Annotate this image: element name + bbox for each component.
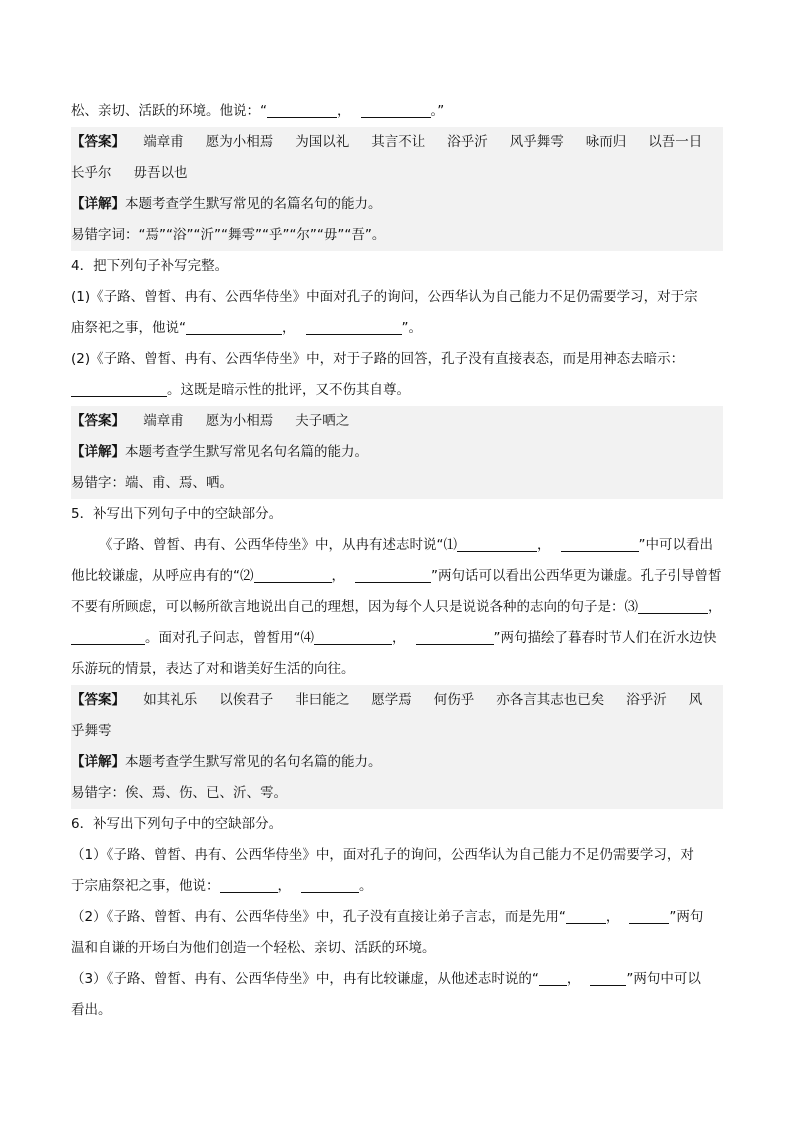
blank [416, 629, 494, 645]
question-text: 。 [359, 878, 373, 894]
answer-item: 浴乎沂 [447, 134, 488, 150]
blank [590, 970, 626, 986]
answer-item: 咏而归 [585, 134, 627, 150]
blank [220, 877, 278, 893]
blank [254, 567, 332, 583]
answer-line [71, 406, 723, 437]
answer-item: 亦各言其志也已矣 [496, 692, 605, 708]
question-5-title [71, 499, 723, 530]
question-text: (1)《子路、曾皙、冉有、公西华侍坐》中面对孔子的询问，公西华认为自己能力不足仍需要学习，对于宗 [71, 289, 698, 305]
answer-item: 端章甫 [143, 134, 184, 150]
question-6-sub1 [71, 840, 723, 871]
detail-label: 【详解】 [71, 196, 125, 212]
blank [71, 381, 167, 397]
detail-text: 本题考查学生默写常见名句名篇的能力。 [125, 444, 368, 460]
separator: ， [277, 878, 291, 894]
detail-text: 本题考查学生默写常见的名句名篇的能力。 [125, 754, 382, 770]
question-text: 他比较谦虚，从呼应冉有的“⑵ [71, 568, 254, 584]
question-5-para-line [71, 592, 723, 623]
answer-item: 夫子哂之 [295, 413, 350, 429]
answer-label: 【答案】 [71, 692, 125, 708]
blank [306, 319, 402, 335]
question-title: 6．补写出下列句子中的空缺部分。 [71, 816, 283, 832]
question-title: 5．补写出下列句子中的空缺部分。 [71, 506, 283, 522]
answer-label: 【答案】 [71, 413, 125, 429]
blank [539, 970, 567, 986]
question-6-sub3 [71, 964, 723, 995]
question-text: 。面对孔子问志，曾皙用“⑷ [145, 630, 314, 646]
blank [314, 629, 392, 645]
answer-item: 风乎舞雩 [509, 134, 564, 150]
blank [629, 908, 669, 924]
answer-item: 其言不让 [371, 134, 426, 150]
typo-line [71, 220, 723, 251]
typo-line [71, 468, 723, 499]
document-page [71, 96, 723, 1026]
answer-item: 端章甫 [143, 413, 184, 429]
question-text: 于宗庙祭祀之事，他说： [71, 878, 220, 894]
separator: ， [566, 971, 581, 987]
typo-line [71, 778, 723, 809]
answer-item: 乎舞雩 [71, 723, 112, 739]
answer-line [71, 158, 723, 189]
blank [566, 908, 606, 924]
intro-text: 松、亲切、活跃的环境。他说：“ [71, 103, 267, 119]
answer-item: 非曰能之 [295, 692, 350, 708]
separator: ， [392, 630, 406, 646]
question-6-sub2-cont [71, 933, 723, 964]
question-title: 4．把下列句子补写完整。 [71, 258, 229, 274]
separator: ， [537, 537, 551, 553]
blank [457, 536, 537, 552]
question-text: ”两句 [669, 909, 704, 925]
typo-text: 易错字：俟、焉、伤、已、沂、雩。 [71, 785, 287, 801]
answer-item: 愿学焉 [371, 692, 412, 708]
question-text: (2)《子路、曾皙、冉有、公西华侍坐》中，对于子路的回答，孔子没有直接表态，而是用神态去暗示： [71, 351, 685, 367]
question-text: 看出。 [71, 1002, 112, 1018]
answer-item: 如其礼乐 [143, 692, 198, 708]
question-4-sub1-cont [71, 313, 723, 344]
separator: ， [282, 320, 296, 336]
question-text: ”两句描绘了暮春时节人们在沂水边快 [493, 630, 717, 646]
typo-text: 易错字词：“焉”“浴”“沂”“舞雩”“乎”“尔”“毋”“吾”。 [71, 227, 386, 243]
answer-line [71, 127, 723, 158]
answer-item: 浴乎沂 [626, 692, 667, 708]
answer-line [71, 716, 723, 747]
question-4-sub2-cont [71, 375, 723, 406]
answer-item: 愿为小相焉 [205, 413, 274, 429]
blank [267, 102, 337, 118]
question-text: （2）《子路、曾皙、冉有、公西华侍坐》中，孔子没有直接让弟子言志，而是先用“ [71, 909, 566, 925]
question-5-para-line [71, 530, 723, 561]
answer-block-3 [71, 127, 723, 251]
intro-suffix: 。” [430, 103, 445, 119]
answer-label: 【答案】 [71, 134, 125, 150]
answer-item: 长乎尔 [71, 165, 112, 181]
question-6-sub3-cont [71, 995, 723, 1026]
answer-item: 以吾一日 [648, 134, 703, 150]
question-5-para-line [71, 561, 723, 592]
question-text: 。这既是暗示性的批评，又不伤其自尊。 [167, 382, 410, 398]
question-text: ”。 [401, 320, 422, 336]
blank [71, 629, 145, 645]
question-text: ”两句中可以 [626, 971, 701, 987]
blank [638, 598, 708, 614]
detail-line [71, 437, 723, 468]
detail-line [71, 189, 723, 220]
separator: ， [708, 599, 722, 615]
question-text: （1）《子路、曾皙、冉有、公西华侍坐》中，面对孔子的询问，公西华认为自己能力不足仍需要学习，对 [71, 847, 694, 863]
separator: ， [337, 103, 351, 119]
question-text: 不要有所顾虑，可以畅所欲言地说出自己的理想，因为每个人只是说说各种的志向的句子是：⑶ [71, 599, 638, 615]
question-text: 《子路、曾皙、冉有、公西华侍坐》中，从冉有述志时说“⑴ [99, 537, 457, 553]
blank [186, 319, 282, 335]
detail-text: 本题考查学生默写常见的名篇名句的能力。 [125, 196, 382, 212]
blank [361, 102, 431, 118]
typo-text: 易错字：端、甫、焉、哂。 [71, 475, 233, 491]
detail-line [71, 747, 723, 778]
question-text: （3）《子路、曾皙、冉有、公西华侍坐》中，冉有比较谦虚，从他述志时说的“ [71, 971, 539, 987]
blank [301, 877, 359, 893]
question-text: 乐游玩的情景，表达了对和谐美好生活的向往。 [71, 661, 355, 677]
question-4-sub1 [71, 282, 723, 313]
answer-item: 何伤乎 [433, 692, 475, 708]
intro-line [71, 96, 723, 127]
answer-item: 愿为小相焉 [205, 134, 274, 150]
answer-block-5 [71, 685, 723, 809]
question-text: ”中可以看出 [638, 537, 713, 553]
answer-item: 毋吾以也 [133, 165, 188, 181]
question-text: 温和自谦的开场白为他们创造一个轻松、亲切、活跃的环境。 [71, 940, 436, 956]
answer-item: 以俟君子 [219, 692, 274, 708]
answer-item: 风 [688, 692, 703, 708]
separator: ， [605, 909, 620, 925]
answer-item: 为国以礼 [295, 134, 350, 150]
question-4-title [71, 251, 723, 282]
question-4-sub2 [71, 344, 723, 375]
separator: ， [331, 568, 345, 584]
question-5-para-line [71, 654, 723, 685]
question-text: 庙祭祀之事，他说“ [71, 320, 186, 336]
blank [355, 567, 431, 583]
detail-label: 【详解】 [71, 444, 125, 460]
blank [561, 536, 639, 552]
question-6-sub1-cont [71, 871, 723, 902]
question-6-title [71, 809, 723, 840]
question-5-para-line [71, 623, 723, 654]
question-6-sub2 [71, 902, 723, 933]
answer-line [71, 685, 723, 716]
question-text: ”两句话可以看出公西华更为谦虚。孔子引导曾皙 [431, 568, 722, 584]
detail-label: 【详解】 [71, 754, 125, 770]
answer-block-4 [71, 406, 723, 499]
